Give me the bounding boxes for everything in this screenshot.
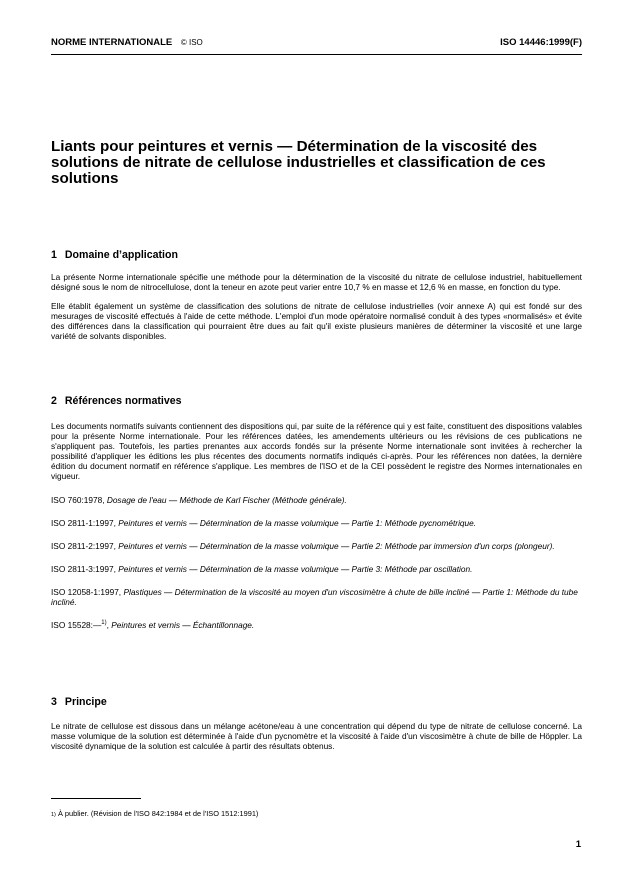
reference-item [51,587,582,607]
running-header [51,37,582,48]
footnote-marker: 1) [51,812,56,818]
reference-title: Peintures et vernis — Détermination de la masse volumique — Partie 2: Méthode par immersion d'un corps (plongeur). [118,540,555,551]
reference-title: Peintures et vernis — Détermination de la masse volumique — Partie 3: Méthode par oscillation. [118,563,473,574]
section-normative-references [51,395,582,630]
document-title: Liants pour peintures et vernis — Détermination de la viscosité des solutions de nitrate de cellulose industrielles et classification de ces solutions [51,138,546,187]
reference-code: ISO 15528:— [51,620,102,631]
reference-code: ISO 2811-2:1997, [51,540,116,551]
reference-item: ISO 15528:—$^{1)}$, Peintures et vernis — Échantillonnage. [51,620,255,631]
header-left [51,37,203,48]
copyright-notice: © ISO [180,38,203,47]
section-title: Références normatives [64,395,182,407]
section-principle [51,696,582,751]
footnote-marker: 1) [101,620,107,627]
section-number: 3 [51,696,57,708]
reference-code: ISO 12058-1:1997, [51,586,122,597]
footnote [51,809,582,818]
reference-item [51,564,582,574]
section-title: Principe [64,696,107,708]
section-scope [51,249,582,342]
reference-item [51,495,582,505]
reference-title: Plastiques — Détermination de la viscosité au moyen d'un viscosimètre à chute de bille incliné — Partie 1: Méthode du tube incliné. [51,586,578,608]
footnote-rule [51,798,141,799]
reference-code: ISO 760:1978, [51,494,105,505]
reference-title: Peintures et vernis — Échantillonnage. [111,620,255,631]
paragraph: Le nitrate de cellulose est dissous dans un mélange acétone/eau à une concentration qui dépend du type de nitrate de cellulose concerné. La masse volumique de la solution est déterminée à l'aide d'un pycnomètre et la viscosité à l'aide d'un viscosimètre à chute de bille de Höppler. La viscosité dynamique de la solution est calculée à partir des résultats obtenus. [51,721,582,752]
standard-reference: ISO 14446:1999(F) [500,37,582,48]
section-heading [51,395,582,408]
reference-title: Peintures et vernis — Détermination de la masse volumique — Partie 1: Méthode pycnométrique. [118,517,477,528]
section-heading [51,249,582,262]
standard-type: NORME INTERNATIONALE [51,37,173,48]
paragraph: Les documents normatifs suivants contiennent des dispositions qui, par suite de la référence qui y est faite, constituent des dispositions valables pour la présente Norme internationale. Pour les références datées, les amendements ultérieurs ou les révisions de ces publications ne s'appliquent pas. Toutefois, les parties prenantes aux accords fondés sur la présente Norme internationale sont invitées à rechercher la possibilité d'appliquer les éditions les plus récentes des documents normatifs indiqués ci-après. Pour les références non datées, la dernière édition du document normatif en référence s'applique. Les membres de l'ISO et de la CEI possèdent le registre des Normes internationales en vigueur. [51,421,582,482]
section-heading [51,696,582,709]
paragraph: Elle établit également un système de classification des solutions de nitrate de cellulose industrielles (voir annexe A) qui est fondé sur des mesurages de viscosité effectués à l'aide de cette méthode. L'emploi d'un mode opératoire normalisé conduit à des types «normalisés» et évite des différences dans la classification qui pourraient être dues au fait qu'il existe plusieurs manières de déterminer la viscosité et une large variété de solvants disponibles. [51,301,582,342]
reference-item [51,541,582,551]
reference-title: Dosage de l'eau — Méthode de Karl Fischer (Méthode générale). [106,494,347,505]
paragraph: La présente Norme internationale spécifie une méthode pour la détermination de la viscosité du nitrate de cellulose industriel, habituellement désigné sous le nom de nitrocellulose, dont la teneur en azote peut varier entre 10,7 % en masse et 12,6 % en masse, en fonction du type. [51,272,582,293]
section-number: 2 [51,395,57,407]
section-number: 1 [51,249,57,261]
reference-code: ISO 2811-1:1997, [51,517,116,528]
reference-item [51,518,582,528]
page-number: 1 [575,839,581,850]
header-rule [51,54,582,55]
section-title: Domaine d’application [64,249,178,261]
reference-code: ISO 2811-3:1997, [51,563,116,574]
footnote-text: À publier. (Révision de l'ISO 842:1984 et de l'ISO 1512:1991) [57,809,259,818]
